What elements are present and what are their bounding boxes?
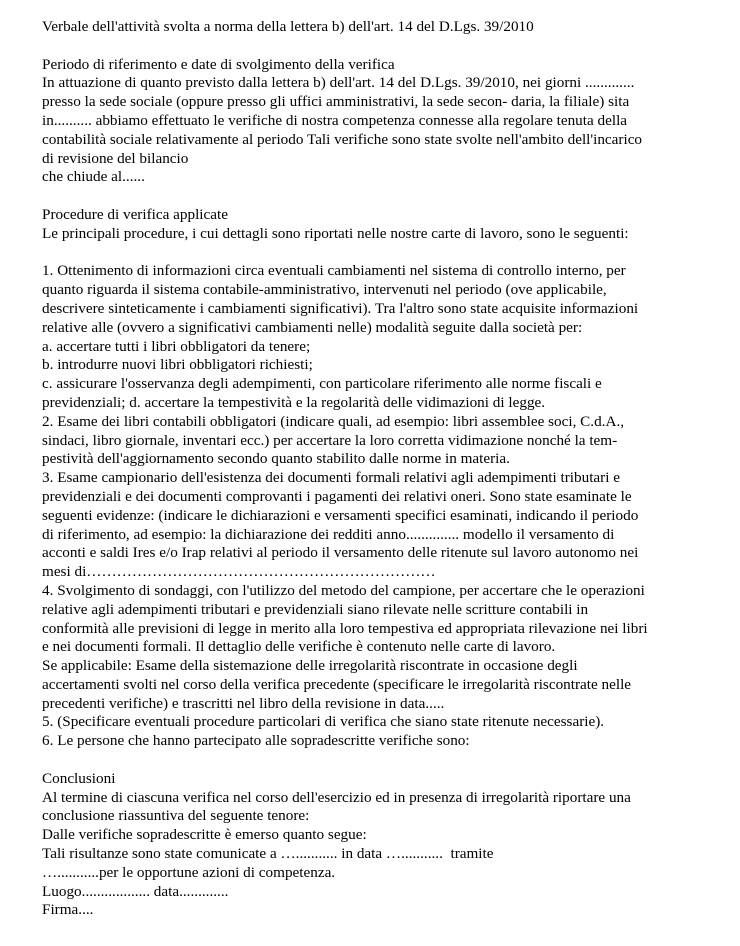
place-date-line: Luogo.................. data............. <box>42 882 229 900</box>
text-line: precedenti verifiche) e trascritti nel libro della revisione in data..... <box>42 694 445 712</box>
text-line: Tali risultanze sono state comunicate a …........... in data …........... tramite <box>42 845 494 863</box>
text-line: 6. Le persone che hanno partecipato alle sopradescritte verifiche sono: <box>42 732 470 750</box>
text-line: …...........per le opportune azioni di competenza. <box>42 863 336 881</box>
list-item-b: b. introdurre nuovi libri obbligatori richiesti; <box>42 356 313 374</box>
section-intro: Le principali procedure, i cui dettagli sono riportati nelle nostre carte di lavoro, sono le seguenti: <box>42 224 629 242</box>
text-line: descrivere sinteticamente i cambiamenti significativi). Tra l'altro sono state acquisite informazioni <box>42 299 639 317</box>
section-heading: Conclusioni <box>42 769 116 787</box>
text-line: Dalle verifiche sopradescritte è emerso quanto segue: <box>42 826 367 844</box>
section-procedure <box>42 206 732 751</box>
text-line: di riferimento, ad esempio: la dichiarazione dei redditi anno.............. modello il versamento di <box>42 525 615 543</box>
text-line: 3. Esame campionario dell'esistenza dei documenti formali relativi agli adempimenti tributari e <box>42 469 620 487</box>
text-line: contabilità sociale relativamente al periodo Tali verifiche sono state svolte nell'ambito dell'incarico <box>42 130 643 148</box>
text-line: Se applicabile: Esame della sistemazione delle irregolarità riscontrate in occasione degli <box>42 657 578 675</box>
text-line: relative alle (ovvero a significativi cambiamenti nelle) modalità seguite dalla società per: <box>42 318 583 336</box>
text-line: di revisione del bilancio <box>42 149 189 167</box>
spacer <box>42 244 732 263</box>
list-item-c: c. assicurare l'osservanza degli adempimenti, con particolare riferimento alle norme fiscali e <box>42 375 602 393</box>
document-title: Verbale dell'attività svolta a norma della lettera b) dell'art. 14 del D.Lgs. 39/2010 <box>42 18 534 35</box>
text-line: 2. Esame dei libri contabili obbligatori (indicare quali, ad esempio: libri assemblee soci, C.d.A., <box>42 412 625 430</box>
spacer <box>42 37 732 56</box>
text-line: 5. (Specificare eventuali procedure particolari di verifica che siano state ritenute necessarie). <box>42 713 605 731</box>
text-line: sindaci, libro giornale, inventari ecc.) per accertare la loro corretta vidimazione nonché la tem- <box>42 431 618 449</box>
text-line: conclusione riassuntiva del seguente tenore: <box>42 807 310 825</box>
text-line: quanto riguarda il sistema contabile-amministrativo, intervenuti nel periodo (ove applicabile, <box>42 281 607 299</box>
text-line: e nei documenti formali. Il dettaglio delle verifiche è contenuto nelle carte di lavoro. <box>42 638 556 656</box>
signature-line: Firma.... <box>42 901 94 919</box>
text-line: 4. Svolgimento di sondaggi, con l'utilizzo del metodo del campione, per accertare che le operazioni <box>42 581 645 599</box>
section-heading: Periodo di riferimento e date di svolgimento della verifica <box>42 55 395 73</box>
text-line: in.......... abbiamo effettuato le verifiche di nostra competenza connesse alla regolare tenuta della <box>42 111 628 129</box>
text-line: seguenti evidenze: (indicare le dichiarazioni e versamenti specifici esaminati, indicando il periodo <box>42 506 639 524</box>
text-line: relative agli adempimenti tributari e previdenziali siano rilevate nelle scritture contabili in <box>42 600 589 618</box>
text-line: Al termine di ciascuna verifica nel corso dell'esercizio ed in presenza di irregolarità riportare una <box>42 788 631 806</box>
text-line: mesi di…………………………………………………………… <box>42 563 436 581</box>
section-periodo <box>42 56 732 188</box>
spacer <box>42 751 732 770</box>
text-line: pestività dell'aggiornamento secondo quanto stabilito dalle norme in materia. <box>42 450 510 468</box>
text-line: accertamenti svolti nel corso della verifica precedente (specificare le irregolarità riscontrate nelle <box>42 675 632 693</box>
document-body <box>42 18 732 920</box>
text-line: acconti e saldi Ires e/o Irap relativi al periodo il versamento delle ritenute sul lavoro autonomo nei <box>42 544 639 562</box>
section-conclusioni <box>42 770 732 920</box>
spacer <box>42 187 732 206</box>
text-line: In attuazione di quanto previsto dalla lettera b) dell'art. 14 del D.Lgs. 39/2010, nei giorni ............. <box>42 74 635 92</box>
text-line: previdenziali e dei documenti comprovanti i pagamenti dei relativi oneri. Sono state esaminate le <box>42 487 632 505</box>
text-line: conformità alle previsioni di legge in merito alla loro tempestiva ed appropriata rilevazione nei libri <box>42 619 648 637</box>
text-line: presso la sede sociale (oppure presso gli uffici amministrativi, la sede secon- daria, la filiale) sita <box>42 93 630 111</box>
text-line: che chiude al...... <box>42 168 145 186</box>
text-line: previdenziali; d. accertare la tempestività e la regolarità delle vidimazioni di legge. <box>42 393 546 411</box>
text-line: 1. Ottenimento di informazioni circa eventuali cambiamenti nel sistema di controllo interno, per <box>42 262 626 280</box>
list-item-a: a. accertare tutti i libri obbligatori da tenere; <box>42 337 311 355</box>
section-heading: Procedure di verifica applicate <box>42 205 228 223</box>
